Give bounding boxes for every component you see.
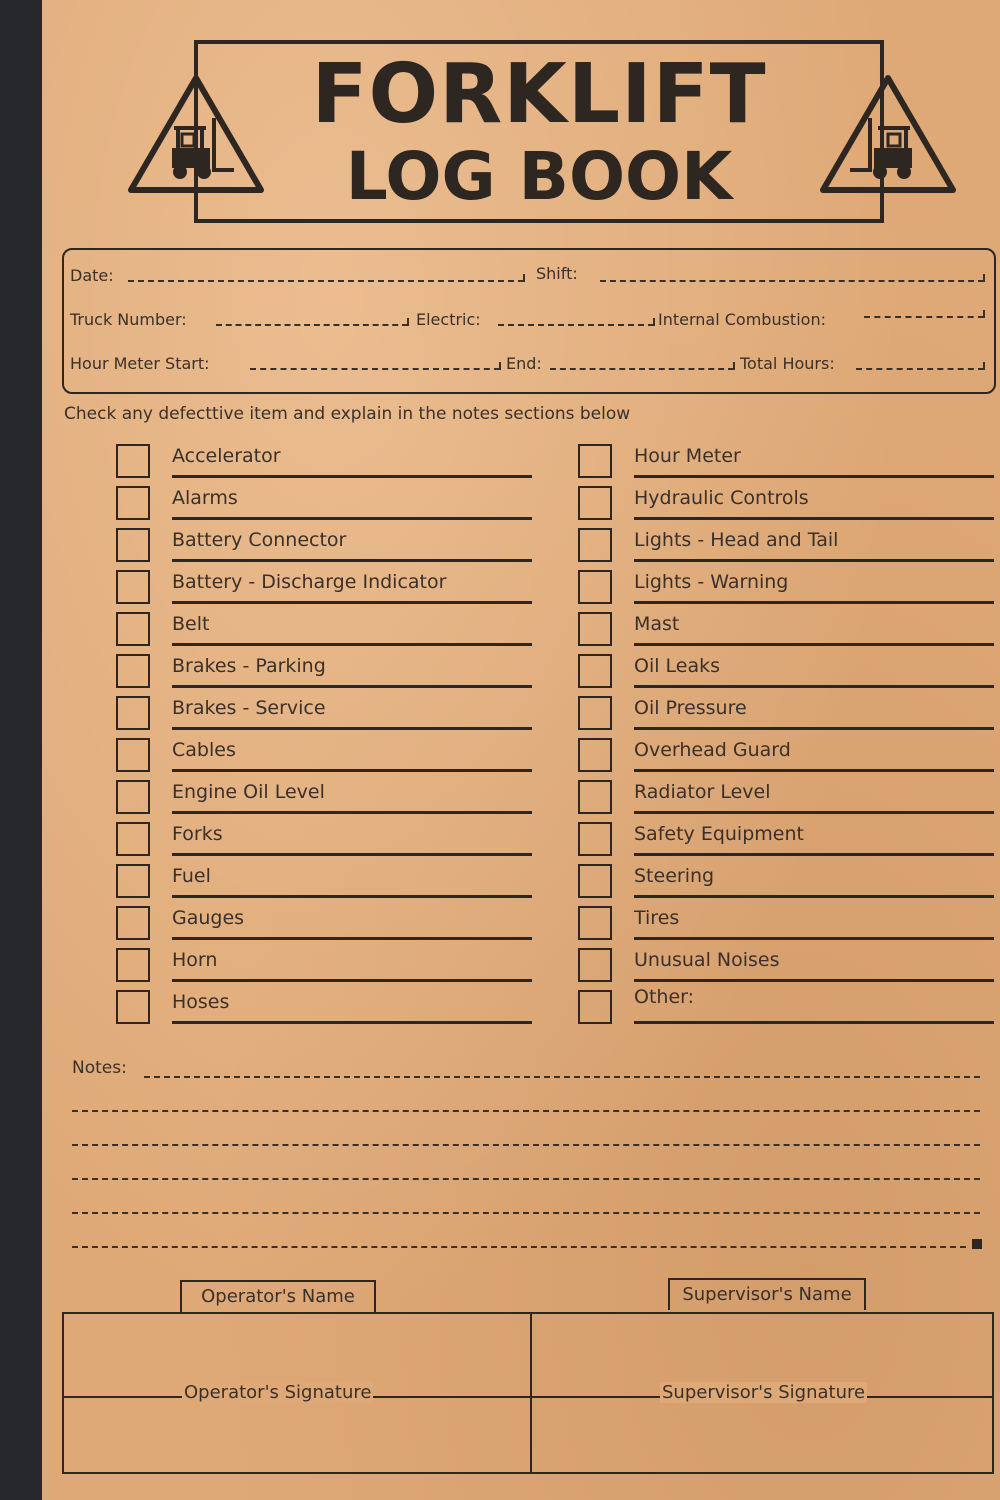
notes-line[interactable] [144, 1076, 980, 1078]
checklist-item-line [634, 559, 994, 562]
defect-checkbox[interactable] [578, 822, 612, 856]
checklist-item-line [172, 895, 532, 898]
checklist-item-label: Gauges [172, 907, 245, 929]
checklist-item-label: Brakes - Parking [172, 655, 326, 677]
truck-number-field[interactable] [216, 324, 408, 326]
checklist-item-line [172, 727, 532, 730]
checklist-item-label: Hour Meter [634, 445, 741, 467]
checklist-item-label: Mast [634, 613, 680, 635]
checklist-item-label: Safety Equipment [634, 823, 804, 845]
checklist-item-line [634, 979, 994, 982]
checklist-item-line [172, 559, 532, 562]
date-label: Date: [70, 266, 114, 285]
total-hours-field[interactable] [856, 368, 984, 370]
defect-checkbox[interactable] [116, 696, 150, 730]
checklist-item-line [634, 769, 994, 772]
checklist-item-label: Cables [172, 739, 236, 761]
checklist-item-label: Battery Connector [172, 529, 347, 551]
checklist-item-line [172, 517, 532, 520]
checklist-item-label: Lights - Head and Tail [634, 529, 839, 551]
defect-checkbox[interactable] [578, 696, 612, 730]
checklist-item-label: Brakes - Service [172, 697, 326, 719]
checklist-item-line [634, 1021, 994, 1024]
checklist-item-line [172, 853, 532, 856]
defect-checkbox[interactable] [116, 486, 150, 520]
defect-checkbox[interactable] [116, 444, 150, 478]
supervisor-signature-label: Supervisor's Signature [662, 1382, 866, 1403]
checklist-item-label: Engine Oil Level [172, 781, 325, 803]
defect-checkbox[interactable] [116, 906, 150, 940]
defect-checkbox[interactable] [116, 612, 150, 646]
end-field[interactable] [550, 368, 734, 370]
checklist-item-line [634, 475, 994, 478]
checklist-item-line [634, 853, 994, 856]
checklist-item-line [634, 811, 994, 814]
checklist-item-label: Hydraulic Controls [634, 487, 809, 509]
defect-checkbox[interactable] [578, 990, 612, 1024]
checklist-item-label: Lights - Warning [634, 571, 789, 593]
operator-name-tab: Operator's Name [180, 1280, 376, 1312]
defect-checkbox[interactable] [578, 654, 612, 688]
notes-line[interactable] [72, 1212, 980, 1214]
operator-signature-label: Operator's Signature [184, 1382, 372, 1403]
electric-field[interactable] [498, 324, 654, 326]
notes-line[interactable] [72, 1144, 980, 1146]
defect-checkbox[interactable] [116, 990, 150, 1024]
checklist-item-label: Forks [172, 823, 223, 845]
checklist-item-line [172, 979, 532, 982]
checklist-item-line [172, 937, 532, 940]
checklist-item-line [634, 601, 994, 604]
checklist-item-line [634, 895, 994, 898]
checklist-item-line [172, 811, 532, 814]
checklist-item-line [634, 727, 994, 730]
shift-field[interactable] [600, 280, 984, 282]
checklist-item-label: Overhead Guard [634, 739, 791, 761]
electric-label: Electric: [416, 310, 481, 329]
notes-label: Notes: [72, 1058, 127, 1078]
defect-checkbox[interactable] [116, 864, 150, 898]
signature-divider [530, 1314, 532, 1472]
hour-meter-start-label: Hour Meter Start: [70, 354, 210, 373]
page-subtitle: LOG BOOK [345, 138, 733, 215]
checklist-item-label: Belt [172, 613, 210, 635]
checklist-item-label: Accelerator [172, 445, 281, 467]
checklist-item-line [634, 685, 994, 688]
checklist-item-label: Tires [634, 907, 680, 929]
end-label: End: [506, 354, 542, 373]
page-title: FORKLIFT [311, 47, 767, 142]
defect-checkbox[interactable] [116, 822, 150, 856]
checklist-item-label: Other: [634, 986, 695, 1008]
checklist-item-line [172, 685, 532, 688]
defect-checkbox[interactable] [116, 780, 150, 814]
checklist-item-line [172, 769, 532, 772]
defect-checkbox[interactable] [578, 486, 612, 520]
defect-checkbox[interactable] [578, 738, 612, 772]
checklist-item-label: Fuel [172, 865, 211, 887]
internal-combustion-field[interactable] [864, 316, 984, 318]
hour-meter-start-field[interactable] [250, 368, 500, 370]
defect-checkbox[interactable] [116, 570, 150, 604]
defect-checkbox[interactable] [578, 906, 612, 940]
checklist-item-line [634, 517, 994, 520]
checklist-item-label: Steering [634, 865, 715, 887]
checklist-item-label: Alarms [172, 487, 238, 509]
checklist-item-label: Hoses [172, 991, 230, 1013]
checklist-item-label: Radiator Level [634, 781, 771, 803]
checklist-item-label: Oil Pressure [634, 697, 747, 719]
defect-checkbox[interactable] [578, 570, 612, 604]
defect-checkbox[interactable] [578, 948, 612, 982]
defect-checkbox[interactable] [578, 780, 612, 814]
checklist-item-line [172, 475, 532, 478]
notes-line[interactable] [72, 1246, 966, 1248]
checklist-item-line [172, 643, 532, 646]
checklist-item-label: Oil Leaks [634, 655, 721, 677]
book-spine [0, 0, 42, 1500]
checklist-item-line [172, 601, 532, 604]
notes-line[interactable] [72, 1178, 980, 1180]
defect-checkbox[interactable] [116, 738, 150, 772]
defect-checkbox[interactable] [578, 612, 612, 646]
checklist-item-line [172, 1021, 532, 1024]
notes-end-marker [972, 1239, 982, 1249]
checklist-item-label: Unusual Noises [634, 949, 780, 971]
shift-label: Shift: [536, 264, 578, 283]
signature-box [62, 1312, 994, 1474]
internal-combustion-label: Internal Combustion: [658, 310, 826, 329]
title-box [194, 40, 884, 223]
info-fields-box [62, 248, 996, 394]
defect-checkbox[interactable] [116, 654, 150, 688]
checklist-item-line [634, 937, 994, 940]
truck-number-label: Truck Number: [70, 310, 187, 329]
defect-checkbox[interactable] [578, 444, 612, 478]
supervisor-name-tab: Supervisor's Name [668, 1278, 866, 1310]
defect-checkbox[interactable] [578, 528, 612, 562]
checklist-item-label: Horn [172, 949, 218, 971]
defect-checkbox[interactable] [116, 528, 150, 562]
checklist-item-label: Battery - Discharge Indicator [172, 571, 447, 593]
date-field[interactable] [128, 280, 524, 282]
total-hours-label: Total Hours: [740, 354, 835, 373]
checklist-item-line [634, 643, 994, 646]
defect-checkbox[interactable] [116, 948, 150, 982]
notes-line[interactable] [72, 1110, 980, 1112]
checklist-instruction: Check any defecttive item and explain in the notes sections below [64, 404, 631, 424]
defect-checkbox[interactable] [578, 864, 612, 898]
